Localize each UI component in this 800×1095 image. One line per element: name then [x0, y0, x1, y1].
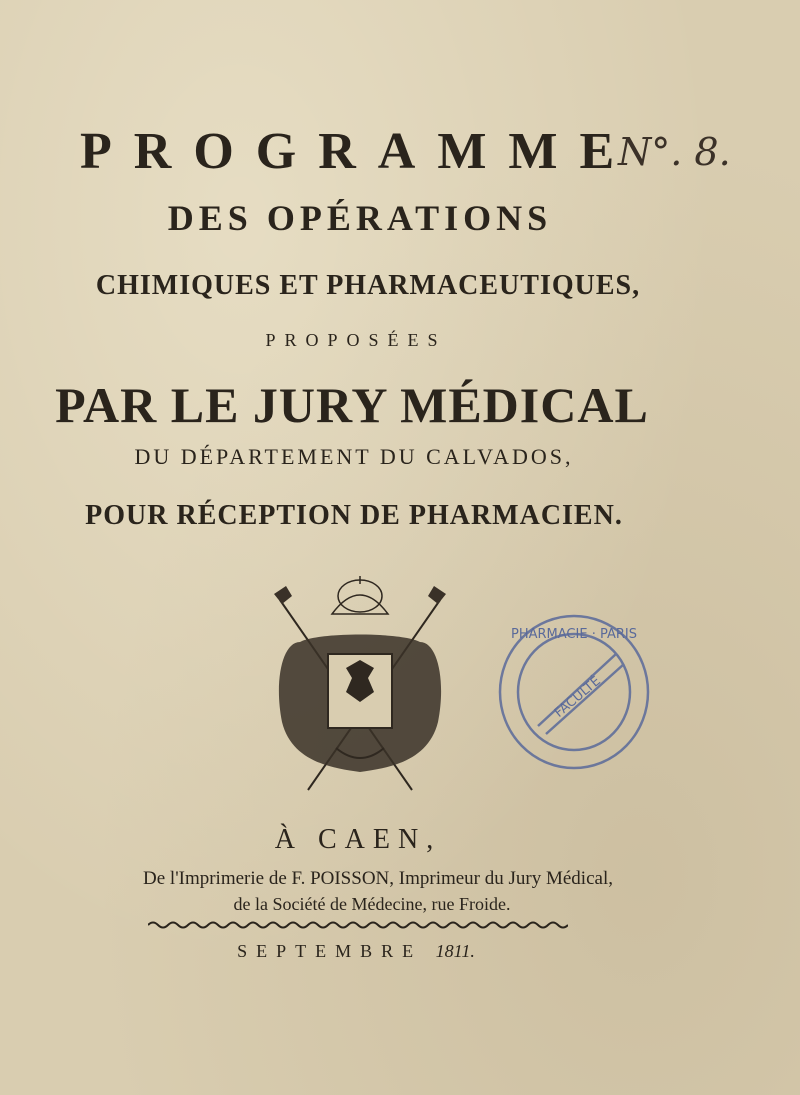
date-year: 1811. [435, 941, 475, 961]
handwritten-number: N°. 8. [618, 130, 731, 174]
imprint-society-line: de la Société de Médecine, rue Froide. [233, 894, 511, 914]
title-departement: DU DÉPARTEMENT DU CALVADOS, [134, 444, 574, 469]
stamp-inner-text: FACULTÉ [551, 673, 604, 721]
date-month: SEPTEMBRE [237, 941, 423, 961]
imprint-printer-line: De l'Imprimerie de F. POISSON, Imprimeur du Jury Médical, [143, 868, 613, 889]
imprint-date [0, 941, 756, 962]
stamp-ring-text: PHARMACIE · PARIS [511, 627, 637, 642]
imprint-city: À CAEN, [274, 824, 442, 855]
title-proposees: PROPOSÉES [265, 330, 447, 350]
decorative-rule [148, 920, 568, 930]
imperial-coat-of-arms-emblem [262, 572, 458, 804]
title-programme: PROGRAMME [80, 123, 637, 180]
title-reception: POUR RÉCEPTION DE PHARMACIEN. [85, 500, 623, 531]
title-jury-medical: PAR LE JURY MÉDICAL [55, 377, 649, 433]
title-chimiques: CHIMIQUES ET PHARMACEUTIQUES, [95, 270, 641, 301]
title-operations: DES OPÉRATIONS [167, 198, 553, 238]
library-stamp [494, 608, 656, 778]
